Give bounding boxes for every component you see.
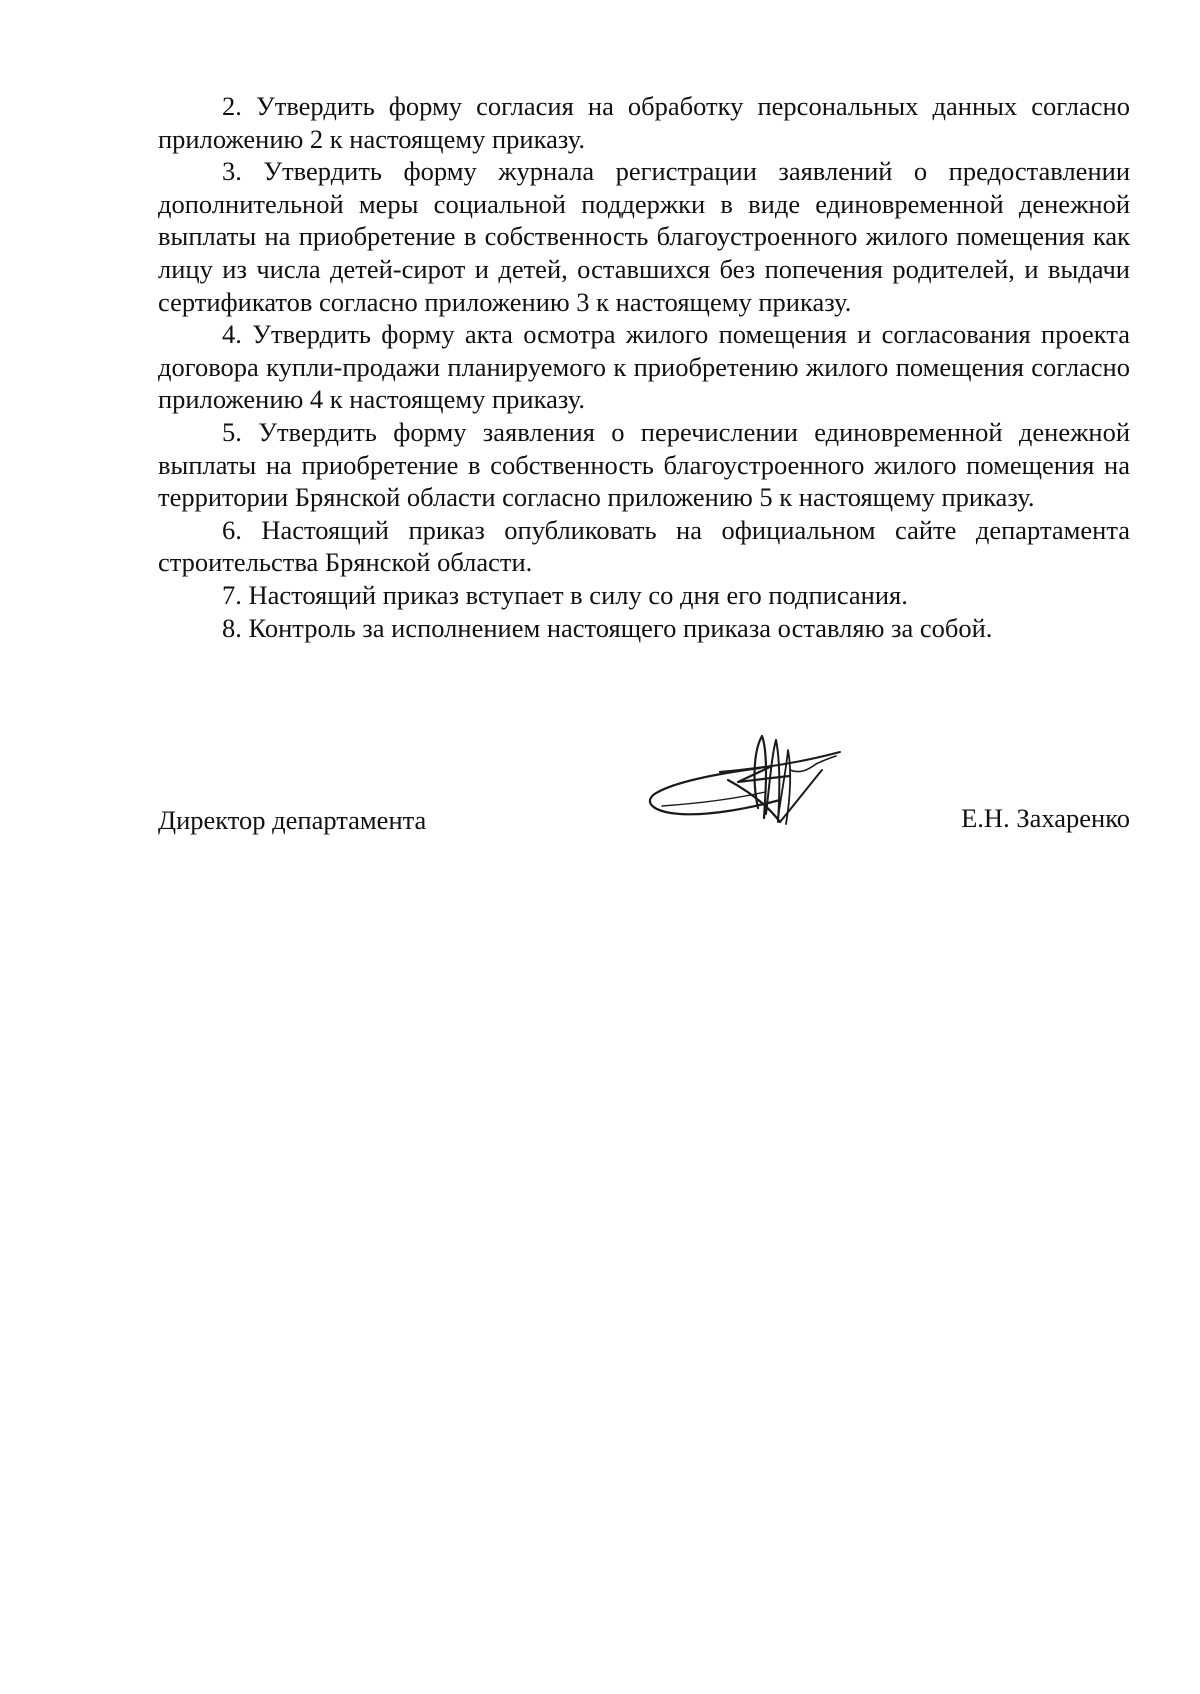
signer-position: Директор департамента <box>158 805 427 835</box>
handwritten-signature <box>640 730 910 900</box>
paragraph-3: 3. Утвердить форму журнала регистрации заявлений о предоставлении дополнительной меры социальной поддержки в виде единовременной денежной выплаты на приобретение в собственность благоустроенного жилого помещения как лицу из числа детей-сирот и детей, оставшихся без попечения родителей, и выдачи сертификатов согласно приложению 3 к настоящему приказу. <box>158 156 1130 317</box>
order-body <box>158 90 1130 644</box>
paragraph-8: 8. Контроль за исполнением настоящего приказа оставляю за собой. <box>222 612 993 643</box>
paragraph-5: 5. Утвердить форму заявления о перечислении единовременной денежной выплаты на приобретение в собственность благоустроенного жилого помещения на территории Брянской области согласно приложению 5 к настоящему приказу. <box>158 416 1130 513</box>
signer-name: Е.Н. Захаренко <box>961 803 1130 833</box>
paragraph-2: 2. Утвердить форму согласия на обработку персональных данных согласно приложению 2 к настоящему приказу. <box>158 91 1130 154</box>
paragraph-7: 7. Настоящий приказ вступает в силу со дня его подписания. <box>222 579 908 610</box>
paragraph-6: 6. Настоящий приказ опубликовать на официальном сайте департамента строительства Брянской области. <box>158 514 1130 578</box>
paragraph-4: 4. Утвердить форму акта осмотра жилого помещения и согласования проекта договора купли-продажи планируемого к приобретению жилого помещения согласно приложению 4 к настоящему приказу. <box>158 319 1130 415</box>
